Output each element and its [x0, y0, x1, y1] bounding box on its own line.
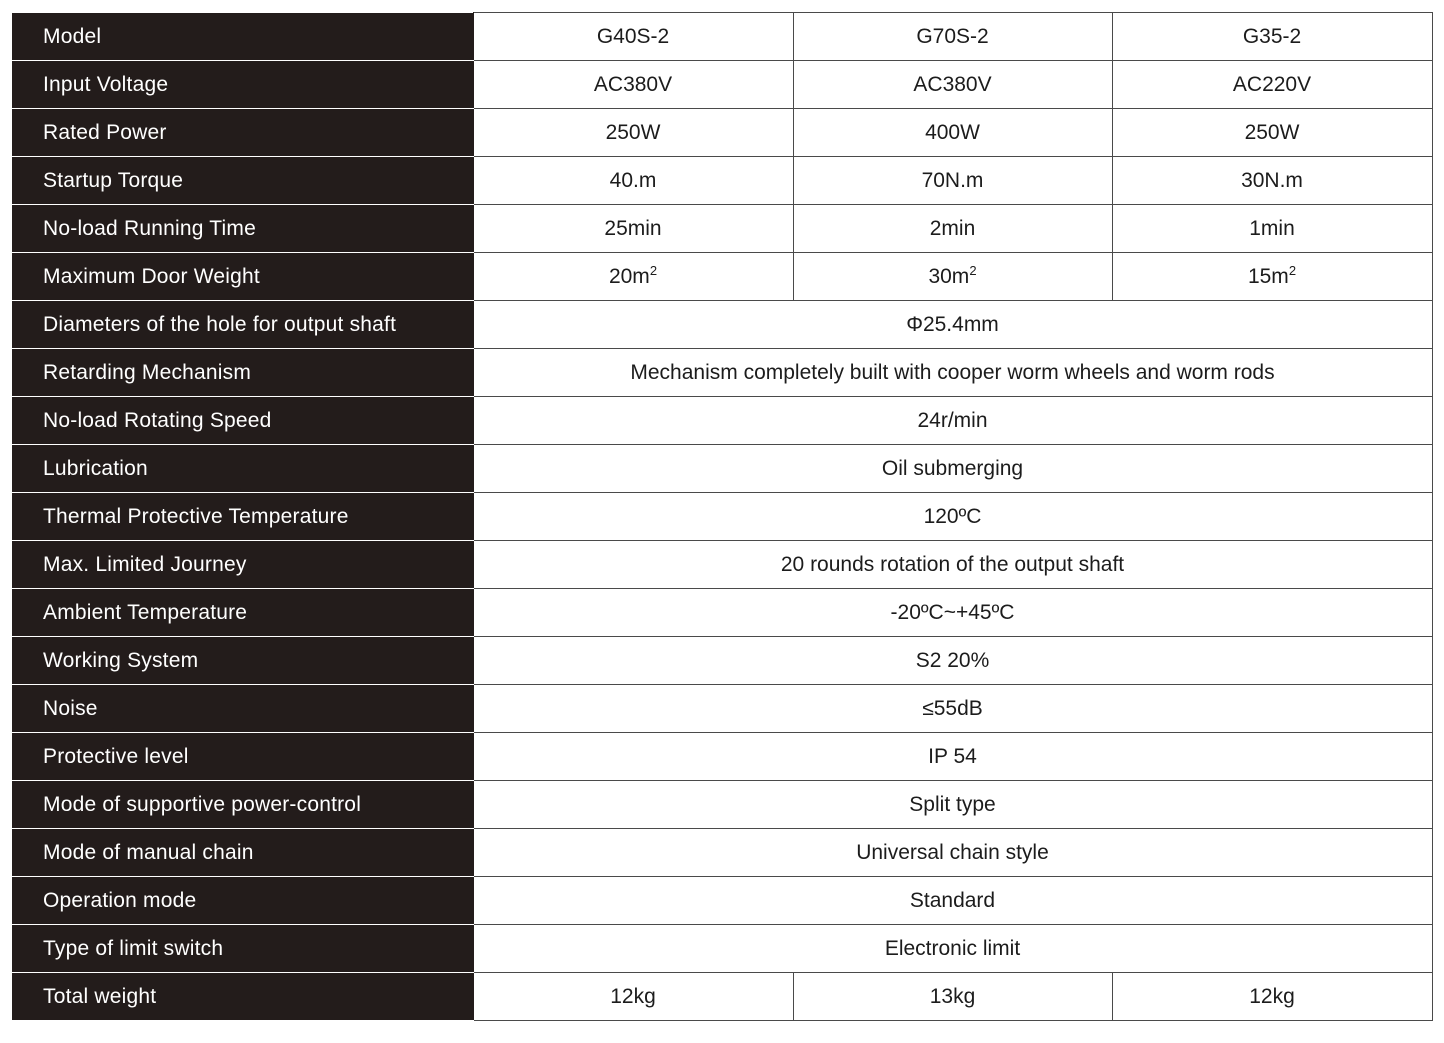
value-power-control-mode: Split type: [473, 781, 1432, 829]
max-door-weight-number-2: 30m: [928, 265, 970, 288]
label-input-voltage: Input Voltage: [12, 61, 473, 109]
value-rated-power-2: 400W: [793, 109, 1112, 157]
row-working-system: [12, 637, 1432, 685]
value-max-door-weight-3: [1112, 253, 1432, 301]
model-g40s-2: G40S-2: [473, 13, 793, 61]
label-lubrication: Lubrication: [12, 445, 473, 493]
value-noise: ≤55dB: [473, 685, 1432, 733]
value-no-load-running-time-1: 25min: [473, 205, 793, 253]
row-limit-switch-type: [12, 925, 1432, 973]
value-ambient-temperature: -20ºC~+45ºC: [473, 589, 1432, 637]
row-no-load-running-time: [12, 205, 1432, 253]
value-no-load-rotating-speed: 24r/min: [473, 397, 1432, 445]
label-no-load-running-time: No-load Running Time: [12, 205, 473, 253]
max-door-weight-number-3: 15m: [1247, 265, 1289, 288]
label-power-control-mode: Mode of supportive power-control: [12, 781, 473, 829]
row-model: [12, 13, 1432, 61]
max-door-weight-unit-sup-1: 2: [649, 263, 658, 278]
label-max-door-weight: Maximum Door Weight: [12, 253, 473, 301]
label-model: Model: [12, 13, 473, 61]
value-working-system: S2 20%: [473, 637, 1432, 685]
value-no-load-running-time-2: 2min: [793, 205, 1112, 253]
label-total-weight: Total weight: [12, 973, 473, 1021]
value-startup-torque-1: 40.m: [473, 157, 793, 205]
row-noise: [12, 685, 1432, 733]
value-startup-torque-2: 70N.m: [793, 157, 1112, 205]
value-max-door-weight-1: [473, 253, 793, 301]
value-protective-level: IP 54: [473, 733, 1432, 781]
row-lubrication: [12, 445, 1432, 493]
value-total-weight-3: 12kg: [1112, 973, 1432, 1021]
max-door-weight-number-1: 20m: [608, 265, 650, 288]
label-working-system: Working System: [12, 637, 473, 685]
value-operation-mode: Standard: [473, 877, 1432, 925]
row-manual-chain-mode: [12, 829, 1432, 877]
row-total-weight: [12, 973, 1432, 1021]
row-output-shaft-hole: [12, 301, 1432, 349]
value-output-shaft-hole: Φ25.4mm: [473, 301, 1432, 349]
value-thermal-protective-temperature: 120ºC: [473, 493, 1432, 541]
value-no-load-running-time-3: 1min: [1112, 205, 1432, 253]
value-total-weight-2: 13kg: [793, 973, 1112, 1021]
max-door-weight-unit-sup-3: 2: [1288, 263, 1297, 278]
model-g70s-2: G70S-2: [793, 13, 1112, 61]
label-thermal-protective-temperature: Thermal Protective Temperature: [12, 493, 473, 541]
label-max-limited-journey: Max. Limited Journey: [12, 541, 473, 589]
row-thermal-protective-temperature: [12, 493, 1432, 541]
label-rated-power: Rated Power: [12, 109, 473, 157]
value-startup-torque-3: 30N.m: [1112, 157, 1432, 205]
value-input-voltage-1: AC380V: [473, 61, 793, 109]
row-input-voltage: [12, 61, 1432, 109]
model-g35-2: G35-2: [1112, 13, 1432, 61]
spec-table: [12, 12, 1433, 1021]
max-door-weight-unit-sup-2: 2: [969, 263, 977, 278]
row-retarding-mechanism: [12, 349, 1432, 397]
row-no-load-rotating-speed: [12, 397, 1432, 445]
value-rated-power-1: 250W: [473, 109, 793, 157]
row-rated-power: [12, 109, 1432, 157]
value-manual-chain-mode: Universal chain style: [473, 829, 1432, 877]
label-operation-mode: Operation mode: [12, 877, 473, 925]
value-limit-switch-type: Electronic limit: [473, 925, 1432, 973]
row-operation-mode: [12, 877, 1432, 925]
row-ambient-temperature: [12, 589, 1432, 637]
row-max-limited-journey: [12, 541, 1432, 589]
label-startup-torque: Startup Torque: [12, 157, 473, 205]
label-no-load-rotating-speed: No-load Rotating Speed: [12, 397, 473, 445]
label-retarding-mechanism: Retarding Mechanism: [12, 349, 473, 397]
row-max-door-weight: [12, 253, 1432, 301]
row-power-control-mode: [12, 781, 1432, 829]
value-input-voltage-2: AC380V: [793, 61, 1112, 109]
value-max-door-weight-2: [793, 253, 1112, 301]
value-max-limited-journey: 20 rounds rotation of the output shaft: [473, 541, 1432, 589]
label-manual-chain-mode: Mode of manual chain: [12, 829, 473, 877]
value-retarding-mechanism: Mechanism completely built with cooper worm wheels and worm rods: [473, 349, 1432, 397]
row-protective-level: [12, 733, 1432, 781]
value-input-voltage-3: AC220V: [1112, 61, 1432, 109]
value-lubrication: Oil submerging: [473, 445, 1432, 493]
label-protective-level: Protective level: [12, 733, 473, 781]
label-noise: Noise: [12, 685, 473, 733]
value-total-weight-1: 12kg: [473, 973, 793, 1021]
value-rated-power-3: 250W: [1112, 109, 1432, 157]
label-ambient-temperature: Ambient Temperature: [12, 589, 473, 637]
label-limit-switch-type: Type of limit switch: [12, 925, 473, 973]
label-output-shaft-hole: Diameters of the hole for output shaft: [12, 301, 473, 349]
row-startup-torque: [12, 157, 1432, 205]
